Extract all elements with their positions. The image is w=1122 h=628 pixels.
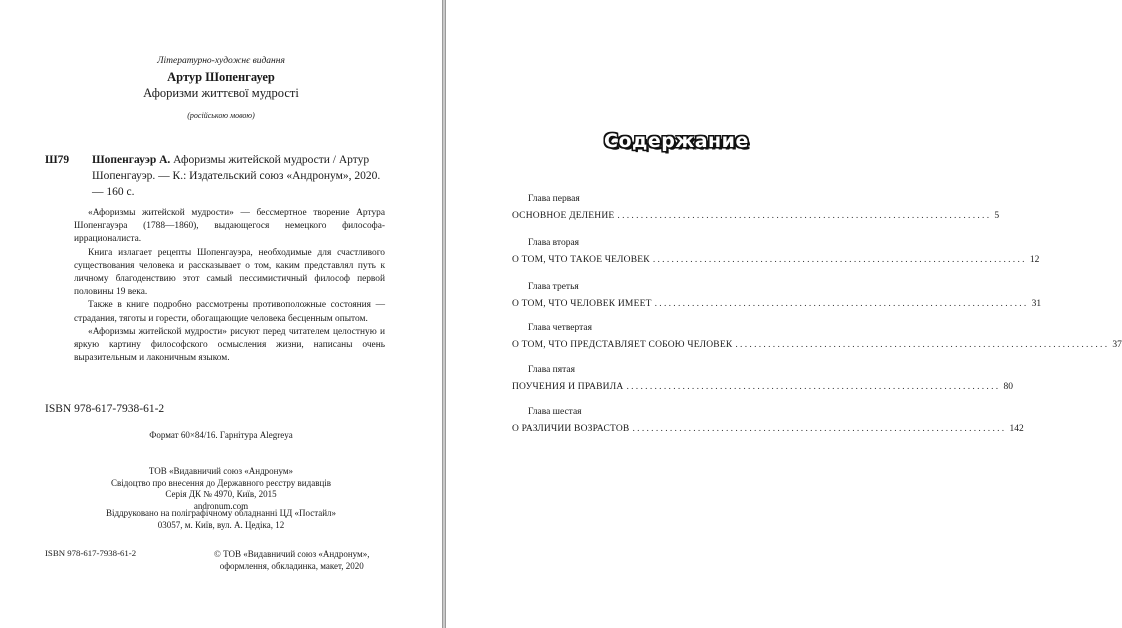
annotation-paragraph: «Афоризмы житейской мудрости» рисуют перед читателем целостную и яркую картину философского осмысления жизни, написаны очень выразительным и лаконичным языком.: [74, 326, 385, 364]
bib-author: Шопенгауэр А.: [92, 154, 171, 166]
toc-entry[interactable]: [512, 321, 1122, 352]
copyright-line: оформлення, обкладинка, макет, 2020: [219, 561, 364, 571]
isbn-main: ISBN 978-617-7938-61-2: [45, 403, 165, 415]
genre-label: Літературно-художнє видання: [157, 56, 285, 66]
toc-chapter-name: О ТОМ, ЧТО ПРЕДСТАВЛЯЕТ СОБОЮ ЧЕЛОВЕК: [512, 340, 733, 350]
toc-chapter-label: Глава вторая: [528, 238, 580, 248]
toc-page-number: 5: [994, 211, 1000, 221]
toc-chapter-label: Глава пятая: [528, 365, 575, 375]
toc-entry[interactable]: [512, 192, 1000, 223]
toc-chapter-label: Глава четвертая: [528, 323, 592, 333]
toc-page-number: 37: [1112, 340, 1122, 350]
contents-page: [446, 0, 1122, 628]
copyright-line: © ТОВ «Видавничий союз «Андронум»,: [214, 549, 370, 559]
toc-leader: ................................................................................: [652, 255, 1027, 265]
bib-description: [92, 152, 384, 200]
toc-chapter-name: ОСНОВНОЕ ДЕЛЕНИЕ: [512, 211, 615, 221]
toc-entry[interactable]: [512, 280, 1042, 311]
toc-page-number: 31: [1031, 299, 1042, 309]
toc-chapter-name: О ТОМ, ЧТО ЧЕЛОВЕК ИМЕЕТ: [512, 299, 652, 309]
toc-page-number: 80: [1003, 382, 1013, 392]
author-name: Артур Шопенгауер: [167, 70, 275, 84]
bib-details: Афоризмы житейской мудрости / Артур Шопенгауэр. — К.: Издательский союз «Андронум», 2020. — 160 с.: [92, 154, 381, 198]
toc-title: Содержание: [604, 130, 749, 152]
publisher-line: ТОВ «Видавничий союз «Андронум»: [148, 466, 294, 476]
toc-page-number: 142: [1009, 424, 1024, 434]
toc-chapter-name: О ТОМ, ЧТО ТАКОЕ ЧЕЛОВЕК: [512, 255, 650, 265]
publisher-line: Свідоцтво про внесення до Державного реєстру видавців: [110, 477, 332, 488]
toc-chapter-label: Глава шестая: [528, 407, 582, 417]
format-line: Формат 60×84/16. Гарнітура Alegreya: [149, 430, 293, 440]
toc-entry[interactable]: [512, 363, 1013, 394]
toc-leader: ................................................................................: [617, 211, 992, 221]
printer-line: Віддруковано на поліграфічному обладнанні ЦД «Постайл»: [105, 508, 337, 518]
printer-block: [0, 508, 442, 531]
language-note: (російською мовою): [187, 111, 255, 120]
copyright-block: [214, 548, 369, 572]
toc-leader: ................................................................................: [654, 299, 1029, 309]
annotation-paragraph: Также в книге подробно рассмотрены противоположные состояния — страдания, тяготы и горести, обогащающие человека бесценным опытом.: [74, 300, 385, 324]
publisher-line: andronum.com: [193, 500, 249, 511]
annotation-paragraph: Книга излагает рецепты Шопенгауэра, необходимые для счастливого существования человека и рассказывает о том, каким представлял путь к личному благоденствию этот самый пессимистичный философ первой половины 19 века.: [74, 247, 385, 298]
printer-line: 03057, м. Київ, вул. А. Цедіка, 12: [157, 519, 285, 530]
isbn-footer: ISBN 978-617-7938-61-2: [45, 548, 137, 558]
toc-page-number: 12: [1029, 255, 1040, 265]
toc-chapter-label: Глава первая: [528, 194, 580, 204]
publisher-block: [0, 466, 442, 512]
toc-leader: ................................................................................: [626, 382, 1001, 392]
publisher-line: Серія ДК № 4970, Київ, 2015: [165, 489, 277, 500]
toc-leader: ................................................................................: [735, 340, 1110, 350]
toc-chapter-name: ПОУЧЕНИЯ И ПРАВИЛА: [512, 382, 624, 392]
toc-chapter-name: О РАЗЛИЧИИ ВОЗРАСТОВ: [512, 424, 630, 434]
toc-leader: ................................................................................: [632, 424, 1007, 434]
book-title: Афоризми життєвої мудрості: [143, 86, 299, 100]
toc-chapter-label: Глава третья: [528, 282, 579, 292]
bib-code: Ш79: [45, 154, 70, 166]
toc-entry[interactable]: [512, 405, 1024, 436]
annotation-paragraph: «Афоризмы житейской мудрости» — бессмертное творение Артура Шопенгауэра (1788—1860), выдающегося немецкого философа-иррационалиста.: [74, 208, 385, 245]
annotation: [74, 207, 385, 365]
toc-entry[interactable]: [512, 236, 1040, 267]
imprint-page: [0, 0, 442, 628]
